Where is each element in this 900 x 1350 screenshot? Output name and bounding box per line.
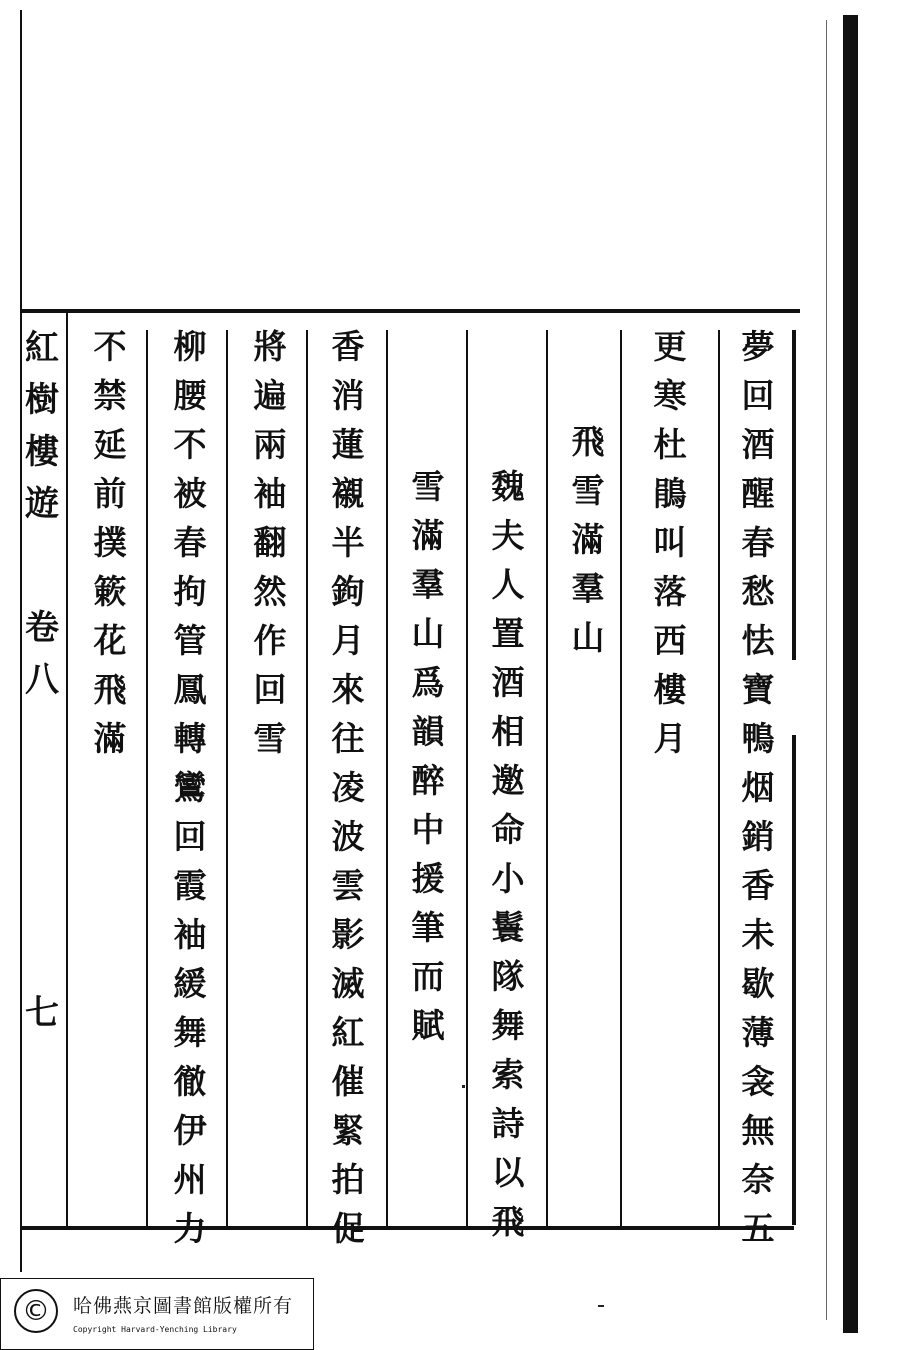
text-character: 怯 (741, 621, 775, 660)
text-character: 雪 (411, 467, 445, 506)
column-divider (226, 330, 228, 1226)
text-character: 禁 (93, 376, 127, 415)
margin-character: 卷 (25, 608, 59, 648)
margin-character: 樹 (25, 380, 59, 420)
text-character: 香 (331, 327, 365, 366)
text-character: 寶 (741, 670, 775, 709)
text-character: 飛 (491, 1202, 525, 1241)
text-character: 半 (331, 523, 365, 562)
left-frame-line (66, 313, 68, 1226)
text-character: 雪 (571, 471, 605, 510)
text-character: 袖 (173, 915, 207, 954)
text-character: 鵑 (653, 474, 687, 513)
text-character: 拍 (331, 1160, 365, 1199)
column-divider (306, 330, 308, 1226)
text-character: 羣 (411, 565, 445, 604)
text-character: 鳳 (173, 670, 207, 709)
text-character: 回 (173, 817, 207, 856)
text-character: 爲 (411, 663, 445, 702)
text-character: 夫 (491, 516, 525, 555)
column-divider (386, 330, 388, 1226)
text-character: 小 (491, 859, 525, 898)
text-character: 雲 (331, 866, 365, 905)
text-character: 袖 (253, 474, 287, 513)
text-character: 滿 (571, 520, 605, 559)
column-divider (718, 330, 720, 1226)
text-character: 而 (411, 957, 445, 996)
text-character: 遍 (253, 376, 287, 415)
text-character: 消 (331, 376, 365, 415)
fold-line (826, 20, 827, 1320)
text-character: 置 (491, 614, 525, 653)
text-character: 以 (491, 1153, 525, 1192)
text-character: 五 (741, 1209, 775, 1248)
text-column-8 (160, 327, 220, 1261)
text-character: 滿 (93, 719, 127, 758)
text-character: 回 (253, 670, 287, 709)
text-character: 被 (173, 474, 207, 513)
text-character: 索 (491, 1055, 525, 1094)
text-character: 往 (331, 719, 365, 758)
text-character: 隊 (491, 957, 525, 996)
text-character: 然 (253, 572, 287, 611)
text-character: 兩 (253, 425, 287, 464)
margin-character: 紅 (25, 328, 59, 368)
text-column-2 (640, 327, 700, 771)
column-divider (146, 330, 148, 1226)
text-character: 將 (253, 327, 287, 366)
text-character: 人 (491, 565, 525, 604)
bottom-border-line (22, 1226, 794, 1230)
text-character: 霞 (173, 866, 207, 905)
text-character: 奈 (741, 1160, 775, 1199)
text-character: 春 (741, 523, 775, 562)
text-character: 春 (173, 523, 207, 562)
copyright-chinese-text: 哈佛燕京圖書館版權所有 (73, 1295, 294, 1317)
text-character: 韻 (411, 712, 445, 751)
text-character: 歇 (741, 964, 775, 1003)
text-character: 不 (93, 327, 127, 366)
text-character: 柳 (173, 327, 207, 366)
text-character: 鴨 (741, 719, 775, 758)
text-character: 襯 (331, 474, 365, 513)
text-character: 詩 (491, 1104, 525, 1143)
text-character: 鉤 (331, 572, 365, 611)
text-character: 促 (331, 1209, 365, 1248)
text-character: 飛 (93, 670, 127, 709)
text-character: 鸞 (173, 768, 207, 807)
margin-character: 八 (25, 660, 59, 700)
margin-leaf-number (18, 985, 66, 1037)
text-character: 蓮 (331, 425, 365, 464)
copyright-stamp (0, 1278, 314, 1350)
copyright-english-text: Copyright Harvard-Yenching Library (73, 1325, 237, 1334)
margin-character: 七 (25, 993, 59, 1033)
text-character: 酒 (491, 663, 525, 702)
text-character: 醒 (741, 474, 775, 513)
text-character: 月 (331, 621, 365, 660)
text-character: 緩 (173, 964, 207, 1003)
text-character: 波 (331, 817, 365, 856)
text-character: 叫 (653, 523, 687, 562)
text-character: 舞 (491, 1006, 525, 1045)
text-character: 賦 (411, 1006, 445, 1045)
text-character: 山 (571, 618, 605, 657)
text-character: 魏 (491, 467, 525, 506)
text-character: 影 (331, 915, 365, 954)
margin-character: 遊 (25, 484, 59, 524)
text-character: 銷 (741, 817, 775, 856)
text-character: 筆 (411, 908, 445, 947)
text-character: 簌 (93, 572, 127, 611)
text-character: 徹 (173, 1062, 207, 1101)
column-divider (466, 330, 468, 1226)
text-character: 酒 (741, 425, 775, 464)
text-character: 鬟 (491, 908, 525, 947)
text-character: 夢 (741, 327, 775, 366)
text-column-3 (558, 422, 618, 670)
text-character: 醉 (411, 761, 445, 800)
page-edge-bar (843, 15, 858, 1333)
text-column-6 (318, 327, 378, 1261)
text-character: 州 (173, 1160, 207, 1199)
text-character: 延 (93, 425, 127, 464)
text-character: 力 (173, 1209, 207, 1248)
text-character: 伊 (173, 1111, 207, 1150)
right-frame-line-lower (792, 735, 796, 1225)
text-character: 西 (653, 621, 687, 660)
text-character: 山 (411, 614, 445, 653)
text-character: 命 (491, 810, 525, 849)
text-character: 無 (741, 1111, 775, 1150)
text-character: 衾 (741, 1062, 775, 1101)
text-character: 來 (331, 670, 365, 709)
text-character: 杜 (653, 425, 687, 464)
top-border-line (22, 309, 800, 313)
text-character: 不 (173, 425, 207, 464)
text-column-9 (80, 327, 140, 771)
text-character: 撲 (93, 523, 127, 562)
text-character: 烟 (741, 768, 775, 807)
text-character: 轉 (173, 719, 207, 758)
text-character: 作 (253, 621, 287, 660)
text-character: 落 (653, 572, 687, 611)
margin-character: 樓 (25, 432, 59, 472)
text-character: 滅 (331, 964, 365, 1003)
text-character: 催 (331, 1062, 365, 1101)
text-character: 寒 (653, 376, 687, 415)
text-character: 凌 (331, 768, 365, 807)
text-column-5 (398, 467, 458, 1058)
margin-volume (18, 600, 66, 704)
text-character: 更 (653, 327, 687, 366)
text-character: 滿 (411, 516, 445, 555)
text-character: 管 (173, 621, 207, 660)
text-character: 前 (93, 474, 127, 513)
text-character: 樓 (653, 670, 687, 709)
text-character: 舞 (173, 1013, 207, 1052)
text-column-4 (478, 467, 538, 1254)
text-column-7 (240, 327, 300, 771)
text-character: 援 (411, 859, 445, 898)
ink-speck (462, 1085, 465, 1088)
copyright-symbol-icon: © (14, 1289, 58, 1333)
text-character: 月 (653, 719, 687, 758)
text-character: 相 (491, 712, 525, 751)
text-character: 羣 (571, 569, 605, 608)
text-character: 花 (93, 621, 127, 660)
text-character: 回 (741, 376, 775, 415)
text-character: 未 (741, 915, 775, 954)
text-character: 香 (741, 866, 775, 905)
margin-title (18, 320, 66, 528)
text-character: 邀 (491, 761, 525, 800)
text-character: 拘 (173, 572, 207, 611)
ink-speck (598, 1305, 604, 1307)
text-character: 薄 (741, 1013, 775, 1052)
text-character: 腰 (173, 376, 207, 415)
text-character: 飛 (571, 422, 605, 461)
text-character: 翻 (253, 523, 287, 562)
right-frame-line (792, 330, 796, 660)
text-character: 愁 (741, 572, 775, 611)
text-character: 紅 (331, 1013, 365, 1052)
text-character: 雪 (253, 719, 287, 758)
column-divider (620, 330, 622, 1226)
column-divider (546, 330, 548, 1226)
text-character: 緊 (331, 1111, 365, 1150)
text-character: 中 (411, 810, 445, 849)
text-column-1 (728, 327, 788, 1261)
